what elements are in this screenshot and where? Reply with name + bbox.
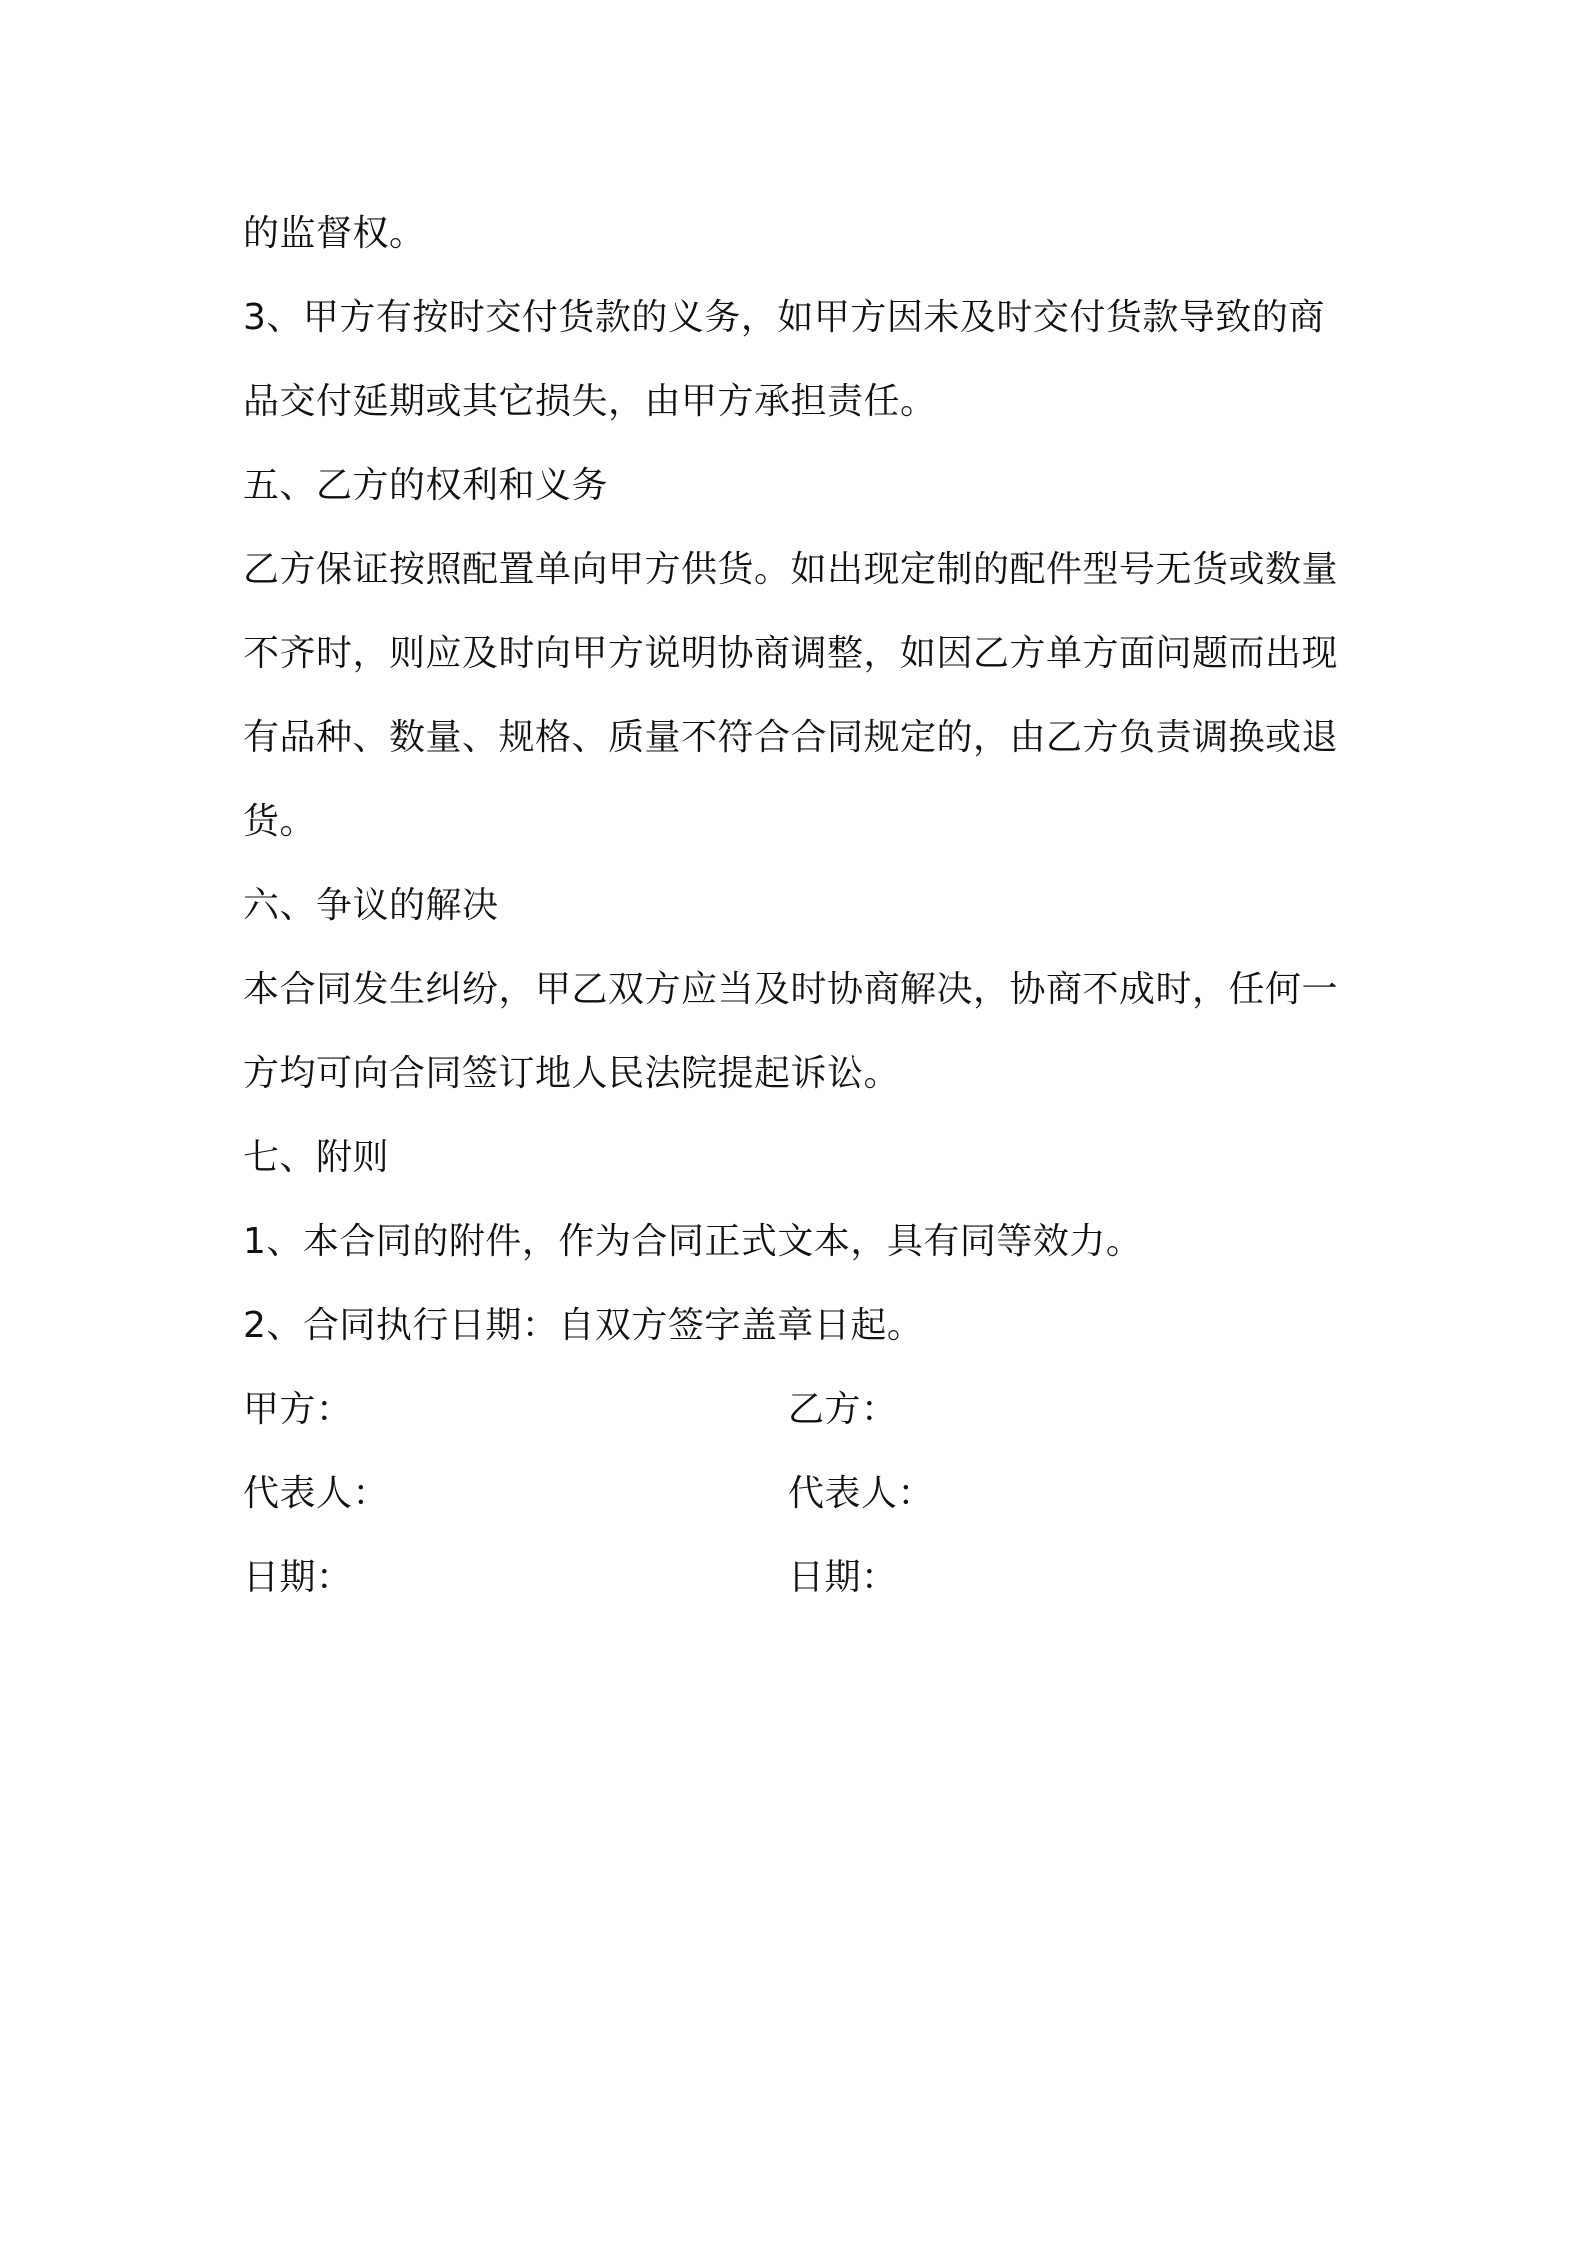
section-heading: 六、争议的解决 <box>243 885 499 926</box>
signature-date-row <box>243 1536 1358 1620</box>
text-line: 不齐时，则应及时向甲方说明协商调整，如因乙方单方面问题而出现 <box>243 633 1339 674</box>
contract-body <box>243 192 1358 1620</box>
party-a-label: 甲方： <box>243 1389 353 1430</box>
section-heading: 五、乙方的权利和义务 <box>243 465 609 506</box>
text-line: 货。 <box>243 801 317 842</box>
date-b-label: 日期： <box>788 1557 898 1598</box>
rep-a-label: 代表人： <box>243 1473 390 1514</box>
party-b-label: 乙方： <box>788 1389 898 1430</box>
signature-party-row <box>243 1368 1358 1452</box>
date-a-label: 日期： <box>243 1557 353 1598</box>
text-line: 1、本合同的附件，作为合同正式文本，具有同等效力。 <box>243 1221 1143 1262</box>
rep-b-label: 代表人： <box>788 1473 935 1514</box>
section-heading: 七、附则 <box>243 1137 390 1178</box>
text-line: 有品种、数量、规格、质量不符合合同规定的，由乙方负责调换或退 <box>243 717 1339 758</box>
text-line: 2、合同执行日期：自双方签字盖章日起。 <box>243 1305 924 1346</box>
text-line: 方均可向合同签订地人民法院提起诉讼。 <box>243 1053 901 1094</box>
text-line: 品交付延期或其它损失，由甲方承担责任。 <box>243 381 937 422</box>
text-line: 本合同发生纠纷，甲乙双方应当及时协商解决，协商不成时，任何一 <box>243 969 1339 1010</box>
text-line: 的监督权。 <box>243 213 426 254</box>
signature-rep-row <box>243 1452 1358 1536</box>
text-line: 乙方保证按照配置单向甲方供货。如出现定制的配件型号无货或数量 <box>243 549 1339 590</box>
text-line: 3、甲方有按时交付货款的义务，如甲方因未及时交付货款导致的商 <box>243 297 1325 338</box>
